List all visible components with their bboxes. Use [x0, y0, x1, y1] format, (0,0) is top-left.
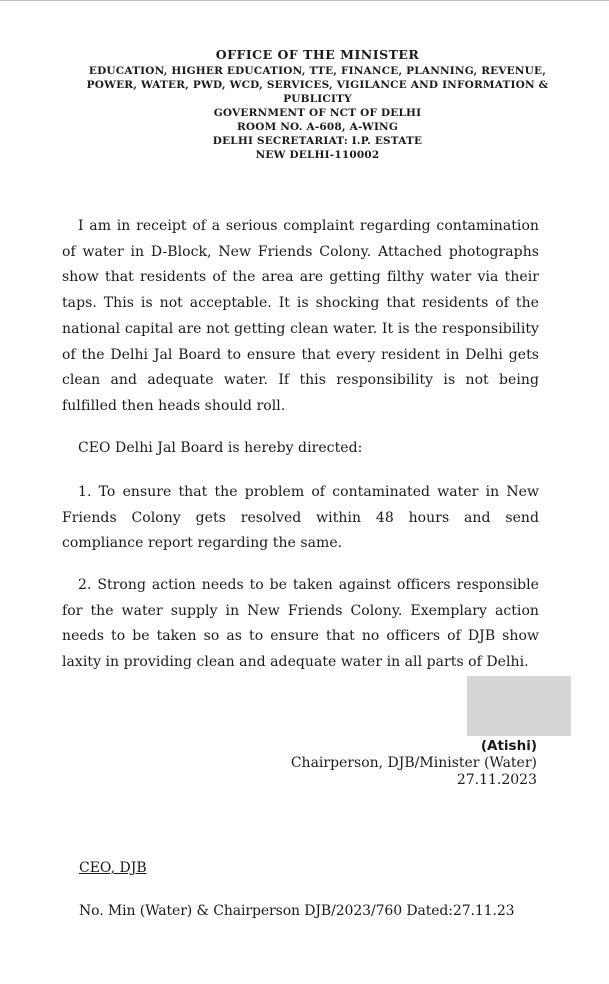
letterhead-portfolio-line-3: PUBLICITY	[283, 93, 352, 105]
reference-number: No. Min (Water) & Chairperson DJB/2023/760 Dated:27.11.23	[79, 903, 515, 919]
letterhead-secretariat: DELHI SECRETARIAT: I.P. ESTATE	[212, 135, 423, 147]
body-paragraph-direction: CEO Delhi Jal Board is hereby directed:	[78, 440, 363, 456]
letterhead	[30, 48, 605, 162]
signatory-block	[237, 738, 537, 789]
signatory-name: (Atishi)	[480, 738, 537, 754]
signatory-date: 27.11.2023	[456, 772, 537, 788]
signatory-designation: Chairperson, DJB/Minister (Water)	[290, 755, 537, 771]
directive-item-1: 1. To ensure that the problem of contaminated water in New Friends Colony gets resolved within 48 hours and send compliance report regarding the same.	[62, 484, 539, 552]
body-paragraph-complaint: I am in receipt of a serious complaint regarding contamination of water in D-Block, New Friends Colony. Attached photographs show that residents of the area are getting filthy water via their taps. This is not acceptable. It is shocking that residents of the national capital are not getting clean water. It is the responsibility of the Delhi Jal Board to ensure that every resident in Delhi gets clean and adequate water. If this responsibility is not being fulfilled then heads should roll.	[62, 218, 539, 414]
letterhead-title: OFFICE OF THE MINISTER	[215, 47, 420, 62]
letterhead-portfolio-line-2: POWER, WATER, PWD, WCD, SERVICES, VIGILANCE AND INFORMATION &	[86, 79, 549, 91]
letterhead-government: GOVERNMENT OF NCT OF DELHI	[213, 107, 422, 119]
top-border-line	[0, 0, 609, 1]
letterhead-portfolio-line-1: EDUCATION, HIGHER EDUCATION, TTE, FINANCE, PLANNING, REVENUE,	[88, 65, 547, 77]
directive-item-2: 2. Strong action needs to be taken against officers responsible for the water supply in New Friends Colony. Exemplary action needs to be taken so as to ensure that no officers of DJB show laxity in providing clean and adequate water in all parts of Delhi.	[62, 577, 539, 671]
letterhead-room: ROOM NO. A-608, A-WING	[236, 121, 399, 133]
letterhead-city: NEW DELHI-110002	[255, 149, 380, 161]
redacted-signature	[467, 676, 571, 736]
recipient: CEO, DJB	[79, 860, 147, 876]
